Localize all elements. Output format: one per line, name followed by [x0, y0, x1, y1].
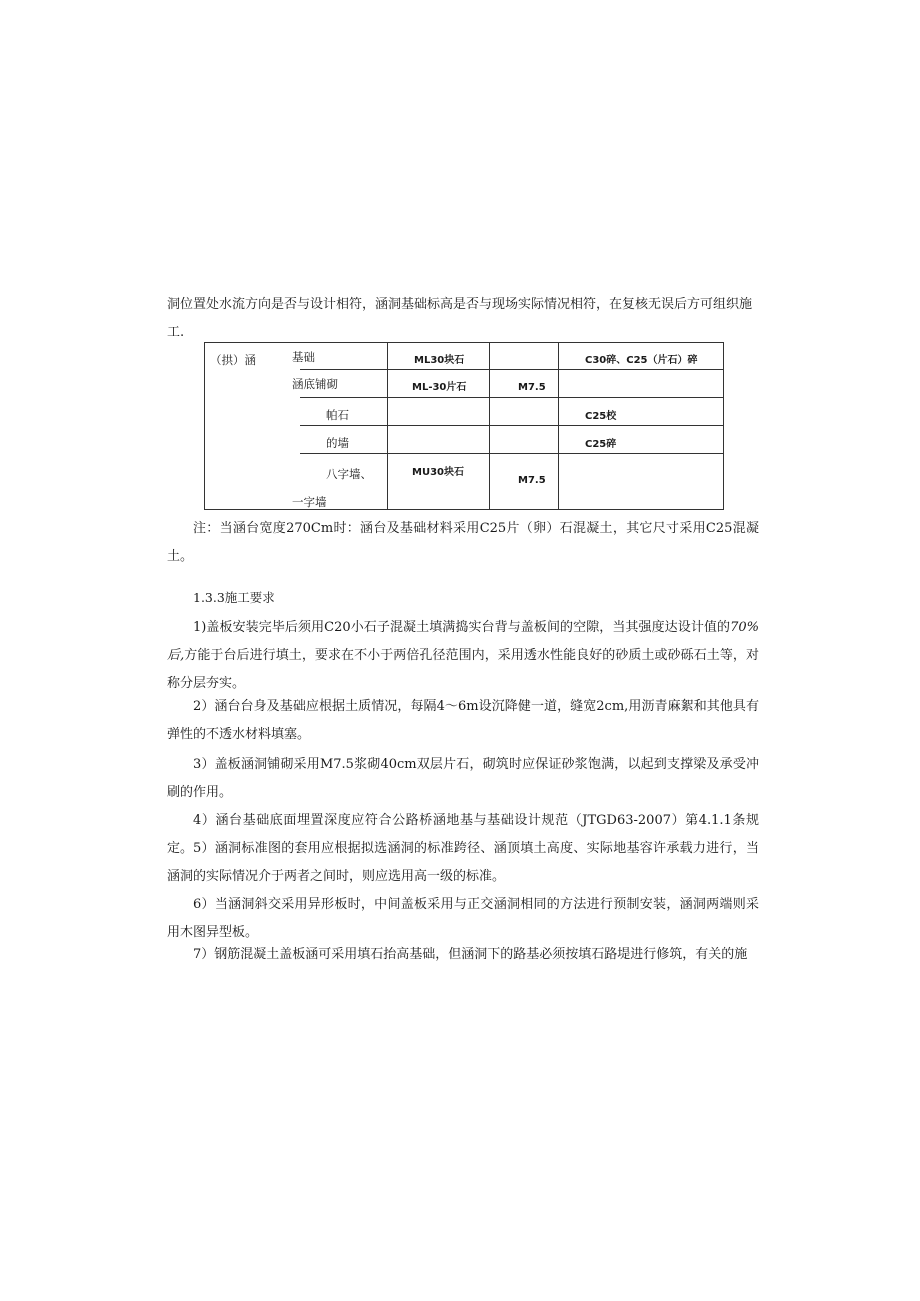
table-cell-material: MU30块石 [388, 454, 490, 510]
table-cell-alt: C25校 [559, 398, 724, 426]
table-cell-alt [559, 370, 724, 398]
table-cell-part: 的墙 [300, 426, 388, 454]
list-item: 6）当涵洞斜交采用异形板时，中间盖板采用与正交涵洞相同的方法进行预制安装，涵洞两端则采用木图异型板。 [167, 897, 759, 940]
table-cell-material: ML30块石 [388, 343, 490, 370]
table-cell-part: 基础 [300, 343, 388, 370]
table-cell-material [388, 426, 490, 454]
table-row [205, 343, 724, 370]
table-category-cell: （拱）涵 [205, 343, 301, 510]
table-cell-part: 帕石 [300, 398, 388, 426]
note-line-1: 注：当涵台宽度270Cm时：涵台及基础材料采用C25片（卵）石混凝土，其它尺寸采用C25混凝 [193, 521, 759, 536]
table-cell-mortar [490, 426, 559, 454]
intro-line-2: 工. [167, 325, 185, 340]
table-cell-alt: C25碎 [559, 426, 724, 454]
list-item: 1)盖板安装完毕后须用C20小石子混凝土填满捣实台背与盖板间的空隙，当其强度达设计值的70%后,方能于台后进行填土，要求在不小于两倍孔径范围内，采用透水性能良好的砂质土或砂砾石土等，对称分层夯实。 [167, 620, 759, 691]
list-item: 4）涵台基础底面埋置深度应符合公路桥涵地基与基础设计规范（JTGD63-2007）第4.1.1条规定。 [167, 813, 759, 856]
material-table [204, 342, 724, 510]
list-item: 3）盖板涵洞铺砌采用M7.5浆砌40cm双层片石，砌筑时应保证砂浆饱满，以起到支撑梁及承受冲刷的作用。 [167, 757, 759, 800]
table-cell-material: ML-30片石 [388, 370, 490, 398]
intro-line-1: 洞位置处水流方向是否与设计相符，涵洞基础标高是否与现场实际情况相符，在复核无误后方可组织施 [167, 297, 753, 312]
table-cell-alt: C30碎、C25（片石）碎 [559, 343, 724, 370]
table-cell-alt [559, 454, 724, 510]
table-cell-mortar [490, 343, 559, 370]
intro-paragraph [167, 291, 759, 347]
table-cell-mortar [490, 398, 559, 426]
table-note [167, 515, 759, 571]
list-item: 5）涵洞标准图的套用应根据拟选涵洞的标准跨径、涵顶填土高度、实际地基容许承载力进行，当涵洞的实际情况介于两者之间时，则应选用高一级的标准。 [167, 841, 759, 884]
table-cell-mortar: M7.5 [490, 454, 559, 510]
section-heading: 1.3.3施工要求 [193, 590, 275, 605]
table-cell-part: 涵底铺砌 [300, 370, 388, 398]
table-cell-part: 八字墙、 一字墙 [300, 454, 388, 510]
list-item: 2）涵台台身及基础应根据土质情况，每隔4～6m设沉降健一道，缝宽2cm,用沥青麻絮和其他具有弹性的不透水材料填塞。 [167, 699, 759, 742]
table-cell-material [388, 398, 490, 426]
table-cell-mortar: M7.5 [490, 370, 559, 398]
list-item: 7）钢筋混凝土盖板涵可采用填石抬高基础，但涵洞下的路基必须按填石路堤进行修筑，有关的施 [193, 947, 748, 962]
note-line-2: 土。 [167, 549, 194, 564]
